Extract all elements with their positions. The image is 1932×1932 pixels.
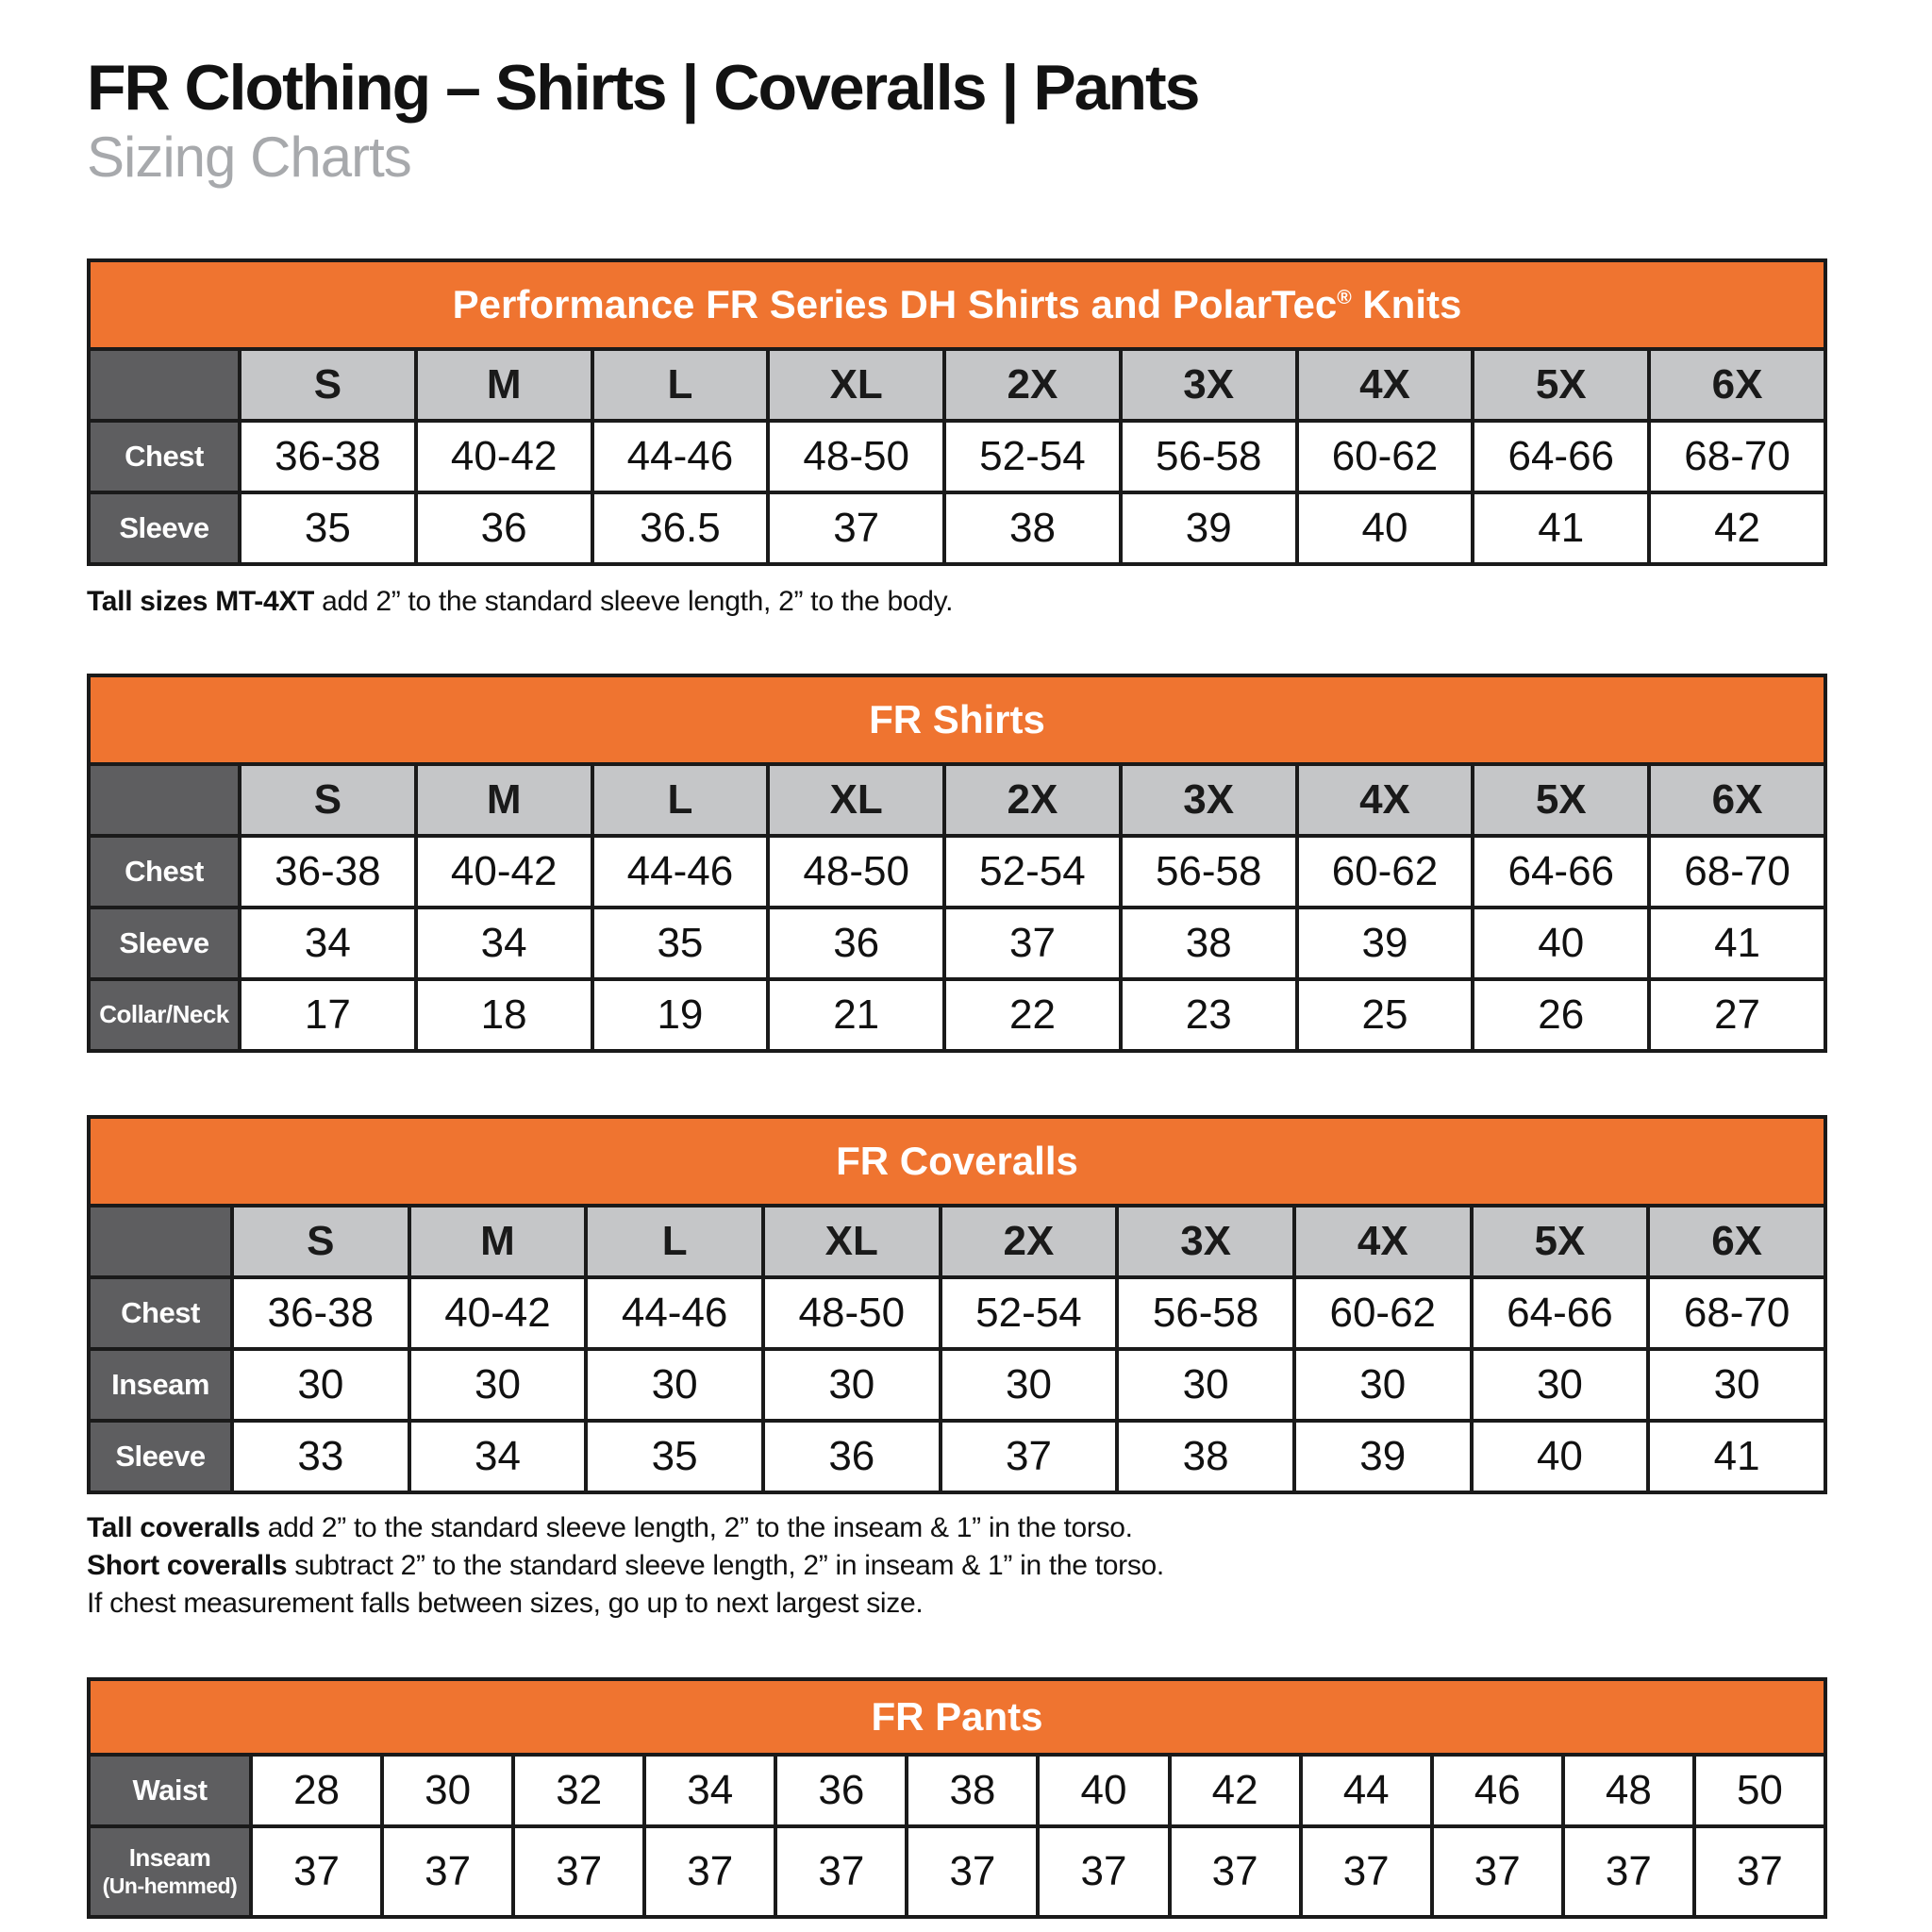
value-cell: 38 [1121, 908, 1297, 979]
value-cell: 40-42 [416, 836, 592, 908]
value-cell: 42 [1649, 492, 1825, 564]
size-header-l: L [592, 349, 769, 421]
table-row-sleeve [89, 492, 1825, 564]
value-cell: 56-58 [1117, 1277, 1294, 1349]
value-cell: 60-62 [1294, 1277, 1472, 1349]
value-cell: 30 [232, 1349, 409, 1421]
row-label: Sleeve [89, 908, 240, 979]
table-title-fr-pants: FR Pants [89, 1679, 1825, 1755]
note-tall-coveralls-bold: Tall coveralls [87, 1511, 260, 1543]
value-cell: 41 [1648, 1421, 1825, 1492]
value-cell: 36-38 [232, 1277, 409, 1349]
value-cell: 56-58 [1121, 421, 1297, 492]
value-cell: 48 [1563, 1755, 1694, 1826]
size-header-s: S [240, 764, 416, 836]
value-cell: 36-38 [240, 836, 416, 908]
note-tall-sizes-text: add 2” to the standard sleeve length, 2” to the body. [314, 585, 954, 617]
size-header-l: L [586, 1206, 763, 1277]
size-header-xl: XL [763, 1206, 941, 1277]
value-cell: 60-62 [1297, 836, 1474, 908]
note-chest-measurement [87, 1585, 1827, 1623]
size-header-4x: 4X [1297, 349, 1474, 421]
value-cell: 41 [1473, 492, 1649, 564]
value-cell: 38 [1117, 1421, 1294, 1492]
table-wrap-fr-shirts [87, 674, 1827, 1053]
size-header-m: M [416, 764, 592, 836]
value-cell: 37 [513, 1826, 644, 1917]
value-cell: 64-66 [1473, 836, 1649, 908]
value-cell: 40 [1473, 908, 1649, 979]
size-header-3x: 3X [1117, 1206, 1294, 1277]
value-cell: 52-54 [944, 836, 1121, 908]
size-header-l: L [592, 764, 769, 836]
note-short-coveralls [87, 1547, 1827, 1585]
value-cell: 37 [251, 1826, 382, 1917]
value-cell: 37 [382, 1826, 513, 1917]
value-cell: 37 [1170, 1826, 1301, 1917]
value-cell: 30 [763, 1349, 941, 1421]
value-cell: 17 [240, 979, 416, 1051]
value-cell: 30 [941, 1349, 1118, 1421]
value-cell: 37 [1301, 1826, 1432, 1917]
row-label: Chest [89, 1277, 232, 1349]
value-cell: 36 [763, 1421, 941, 1492]
value-cell: 25 [1297, 979, 1474, 1051]
value-cell: 36 [416, 492, 592, 564]
value-cell: 68-70 [1649, 836, 1825, 908]
page [87, 52, 1827, 1919]
table-fr-pants [87, 1677, 1827, 1919]
value-cell: 36 [775, 1755, 907, 1826]
note-tall-coveralls [87, 1509, 1827, 1547]
size-header-3x: 3X [1121, 764, 1297, 836]
value-cell: 50 [1694, 1755, 1825, 1826]
value-cell: 35 [586, 1421, 763, 1492]
value-cell: 23 [1121, 979, 1297, 1051]
value-cell: 30 [409, 1349, 587, 1421]
value-cell: 30 [1294, 1349, 1472, 1421]
row-label: Inseam [89, 1349, 232, 1421]
value-cell: 38 [944, 492, 1121, 564]
value-cell: 44 [1301, 1755, 1432, 1826]
page-subtitle: Sizing Charts [87, 125, 411, 189]
registered-mark: ® [1337, 286, 1352, 308]
value-cell: 34 [416, 908, 592, 979]
value-cell: 35 [240, 492, 416, 564]
size-header-row [89, 1206, 1825, 1277]
note-tall-sizes-bold: Tall sizes MT-4XT [87, 585, 315, 617]
row-label: Collar/Neck [89, 979, 240, 1051]
row-label: Sleeve [89, 492, 240, 564]
value-cell: 32 [513, 1755, 644, 1826]
size-header-row [89, 349, 1825, 421]
size-header-m: M [409, 1206, 587, 1277]
table-row-chest [89, 836, 1825, 908]
value-cell: 37 [1432, 1826, 1563, 1917]
value-cell: 19 [592, 979, 769, 1051]
size-header-xl: XL [768, 349, 944, 421]
value-cell: 52-54 [944, 421, 1121, 492]
value-cell: 36-38 [240, 421, 416, 492]
size-header-row [89, 764, 1825, 836]
value-cell: 38 [907, 1755, 1038, 1826]
table-wrap-performance-fr-series [87, 258, 1827, 566]
row-label: Chest [89, 836, 240, 908]
table-fr-shirts [87, 674, 1827, 1053]
note-short-coveralls-text: subtract 2” to the standard sleeve length, 2” in inseam & 1” in the torso. [287, 1549, 1164, 1581]
size-header-2x: 2X [944, 349, 1121, 421]
size-header-6x: 6X [1648, 1206, 1825, 1277]
row-label-main: Inseam [128, 1843, 211, 1873]
row-label: Chest [89, 421, 240, 492]
value-cell: 36 [768, 908, 944, 979]
size-header-2x: 2X [941, 1206, 1118, 1277]
value-cell: 30 [586, 1349, 763, 1421]
table-row-chest [89, 421, 1825, 492]
value-cell: 37 [768, 492, 944, 564]
size-header-s: S [232, 1206, 409, 1277]
value-cell: 40-42 [416, 421, 592, 492]
value-cell: 28 [251, 1755, 382, 1826]
table-performance-fr-series [87, 258, 1827, 566]
size-header-3x: 3X [1121, 349, 1297, 421]
value-cell: 33 [232, 1421, 409, 1492]
table-row-sleeve [89, 908, 1825, 979]
value-cell: 37 [644, 1826, 775, 1917]
page-title: FR Clothing – Shirts | Coveralls | Pants [87, 52, 1199, 124]
value-cell: 48-50 [763, 1277, 941, 1349]
value-cell: 36.5 [592, 492, 769, 564]
value-cell: 35 [592, 908, 769, 979]
size-header-5x: 5X [1473, 764, 1649, 836]
value-cell: 30 [382, 1755, 513, 1826]
table-row-inseam [89, 1349, 1825, 1421]
value-cell: 48-50 [768, 836, 944, 908]
value-cell: 44-46 [586, 1277, 763, 1349]
size-header-6x: 6X [1649, 764, 1825, 836]
table-title-performance-fr-series: Performance FR Series DH Shirts and PolarTec® Knits [89, 260, 1825, 349]
value-cell: 37 [941, 1421, 1118, 1492]
size-header-s: S [240, 349, 416, 421]
value-cell: 40 [1297, 492, 1474, 564]
value-cell: 64-66 [1473, 421, 1649, 492]
size-header-2x: 2X [944, 764, 1121, 836]
value-cell: 44-46 [592, 836, 769, 908]
value-cell: 21 [768, 979, 944, 1051]
value-cell: 56-58 [1121, 836, 1297, 908]
table-row-chest [89, 1277, 1825, 1349]
value-cell: 30 [1648, 1349, 1825, 1421]
note-tall-sizes [87, 583, 1827, 621]
size-header-xl: XL [768, 764, 944, 836]
corner-cell [89, 764, 240, 836]
size-header-m: M [416, 349, 592, 421]
value-cell: 39 [1121, 492, 1297, 564]
value-cell: 34 [240, 908, 416, 979]
value-cell: 64-66 [1472, 1277, 1649, 1349]
value-cell: 18 [416, 979, 592, 1051]
value-cell: 37 [907, 1826, 1038, 1917]
row-label [89, 1826, 251, 1917]
value-cell: 39 [1294, 1421, 1472, 1492]
value-cell: 46 [1432, 1755, 1563, 1826]
row-label-sub: (Un-hemmed) [102, 1874, 238, 1899]
table-title-fr-coveralls: FR Coveralls [89, 1117, 1825, 1206]
table-fr-coveralls [87, 1115, 1827, 1494]
value-cell: 52-54 [941, 1277, 1118, 1349]
coveralls-notes [87, 1509, 1827, 1623]
note-tall-coveralls-text: add 2” to the standard sleeve length, 2” to the inseam & 1” in the torso. [259, 1511, 1133, 1543]
value-cell: 40 [1038, 1755, 1169, 1826]
value-cell: 44-46 [592, 421, 769, 492]
value-cell: 34 [409, 1421, 587, 1492]
value-cell: 37 [1694, 1826, 1825, 1917]
size-header-6x: 6X [1649, 349, 1825, 421]
value-cell: 60-62 [1297, 421, 1474, 492]
table-wrap-fr-coveralls [87, 1115, 1827, 1494]
size-header-4x: 4X [1294, 1206, 1472, 1277]
value-cell: 34 [644, 1755, 775, 1826]
corner-cell [89, 1206, 232, 1277]
table-row-sleeve [89, 1421, 1825, 1492]
size-header-4x: 4X [1297, 764, 1474, 836]
corner-cell [89, 349, 240, 421]
table-title-fr-shirts: FR Shirts [89, 675, 1825, 764]
value-cell: 68-70 [1649, 421, 1825, 492]
note-chest-measurement-text: If chest measurement falls between sizes, go up to next largest size. [87, 1587, 924, 1619]
table-wrap-fr-pants [87, 1677, 1827, 1919]
table-row-collar-neck [89, 979, 1825, 1051]
value-cell: 42 [1170, 1755, 1301, 1826]
value-cell: 30 [1117, 1349, 1294, 1421]
table-row-inseam [89, 1826, 1825, 1917]
value-cell: 40-42 [409, 1277, 587, 1349]
value-cell: 41 [1649, 908, 1825, 979]
value-cell: 37 [775, 1826, 907, 1917]
table-row-waist [89, 1755, 1825, 1826]
note-short-coveralls-bold: Short coveralls [87, 1549, 288, 1581]
row-label: Sleeve [89, 1421, 232, 1492]
value-cell: 27 [1649, 979, 1825, 1051]
value-cell: 68-70 [1648, 1277, 1825, 1349]
value-cell: 26 [1473, 979, 1649, 1051]
value-cell: 37 [944, 908, 1121, 979]
value-cell: 39 [1297, 908, 1474, 979]
value-cell: 30 [1472, 1349, 1649, 1421]
value-cell: 48-50 [768, 421, 944, 492]
size-header-5x: 5X [1472, 1206, 1649, 1277]
value-cell: 40 [1472, 1421, 1649, 1492]
value-cell: 37 [1563, 1826, 1694, 1917]
size-header-5x: 5X [1473, 349, 1649, 421]
row-label: Waist [89, 1755, 251, 1826]
value-cell: 37 [1038, 1826, 1169, 1917]
value-cell: 22 [944, 979, 1121, 1051]
